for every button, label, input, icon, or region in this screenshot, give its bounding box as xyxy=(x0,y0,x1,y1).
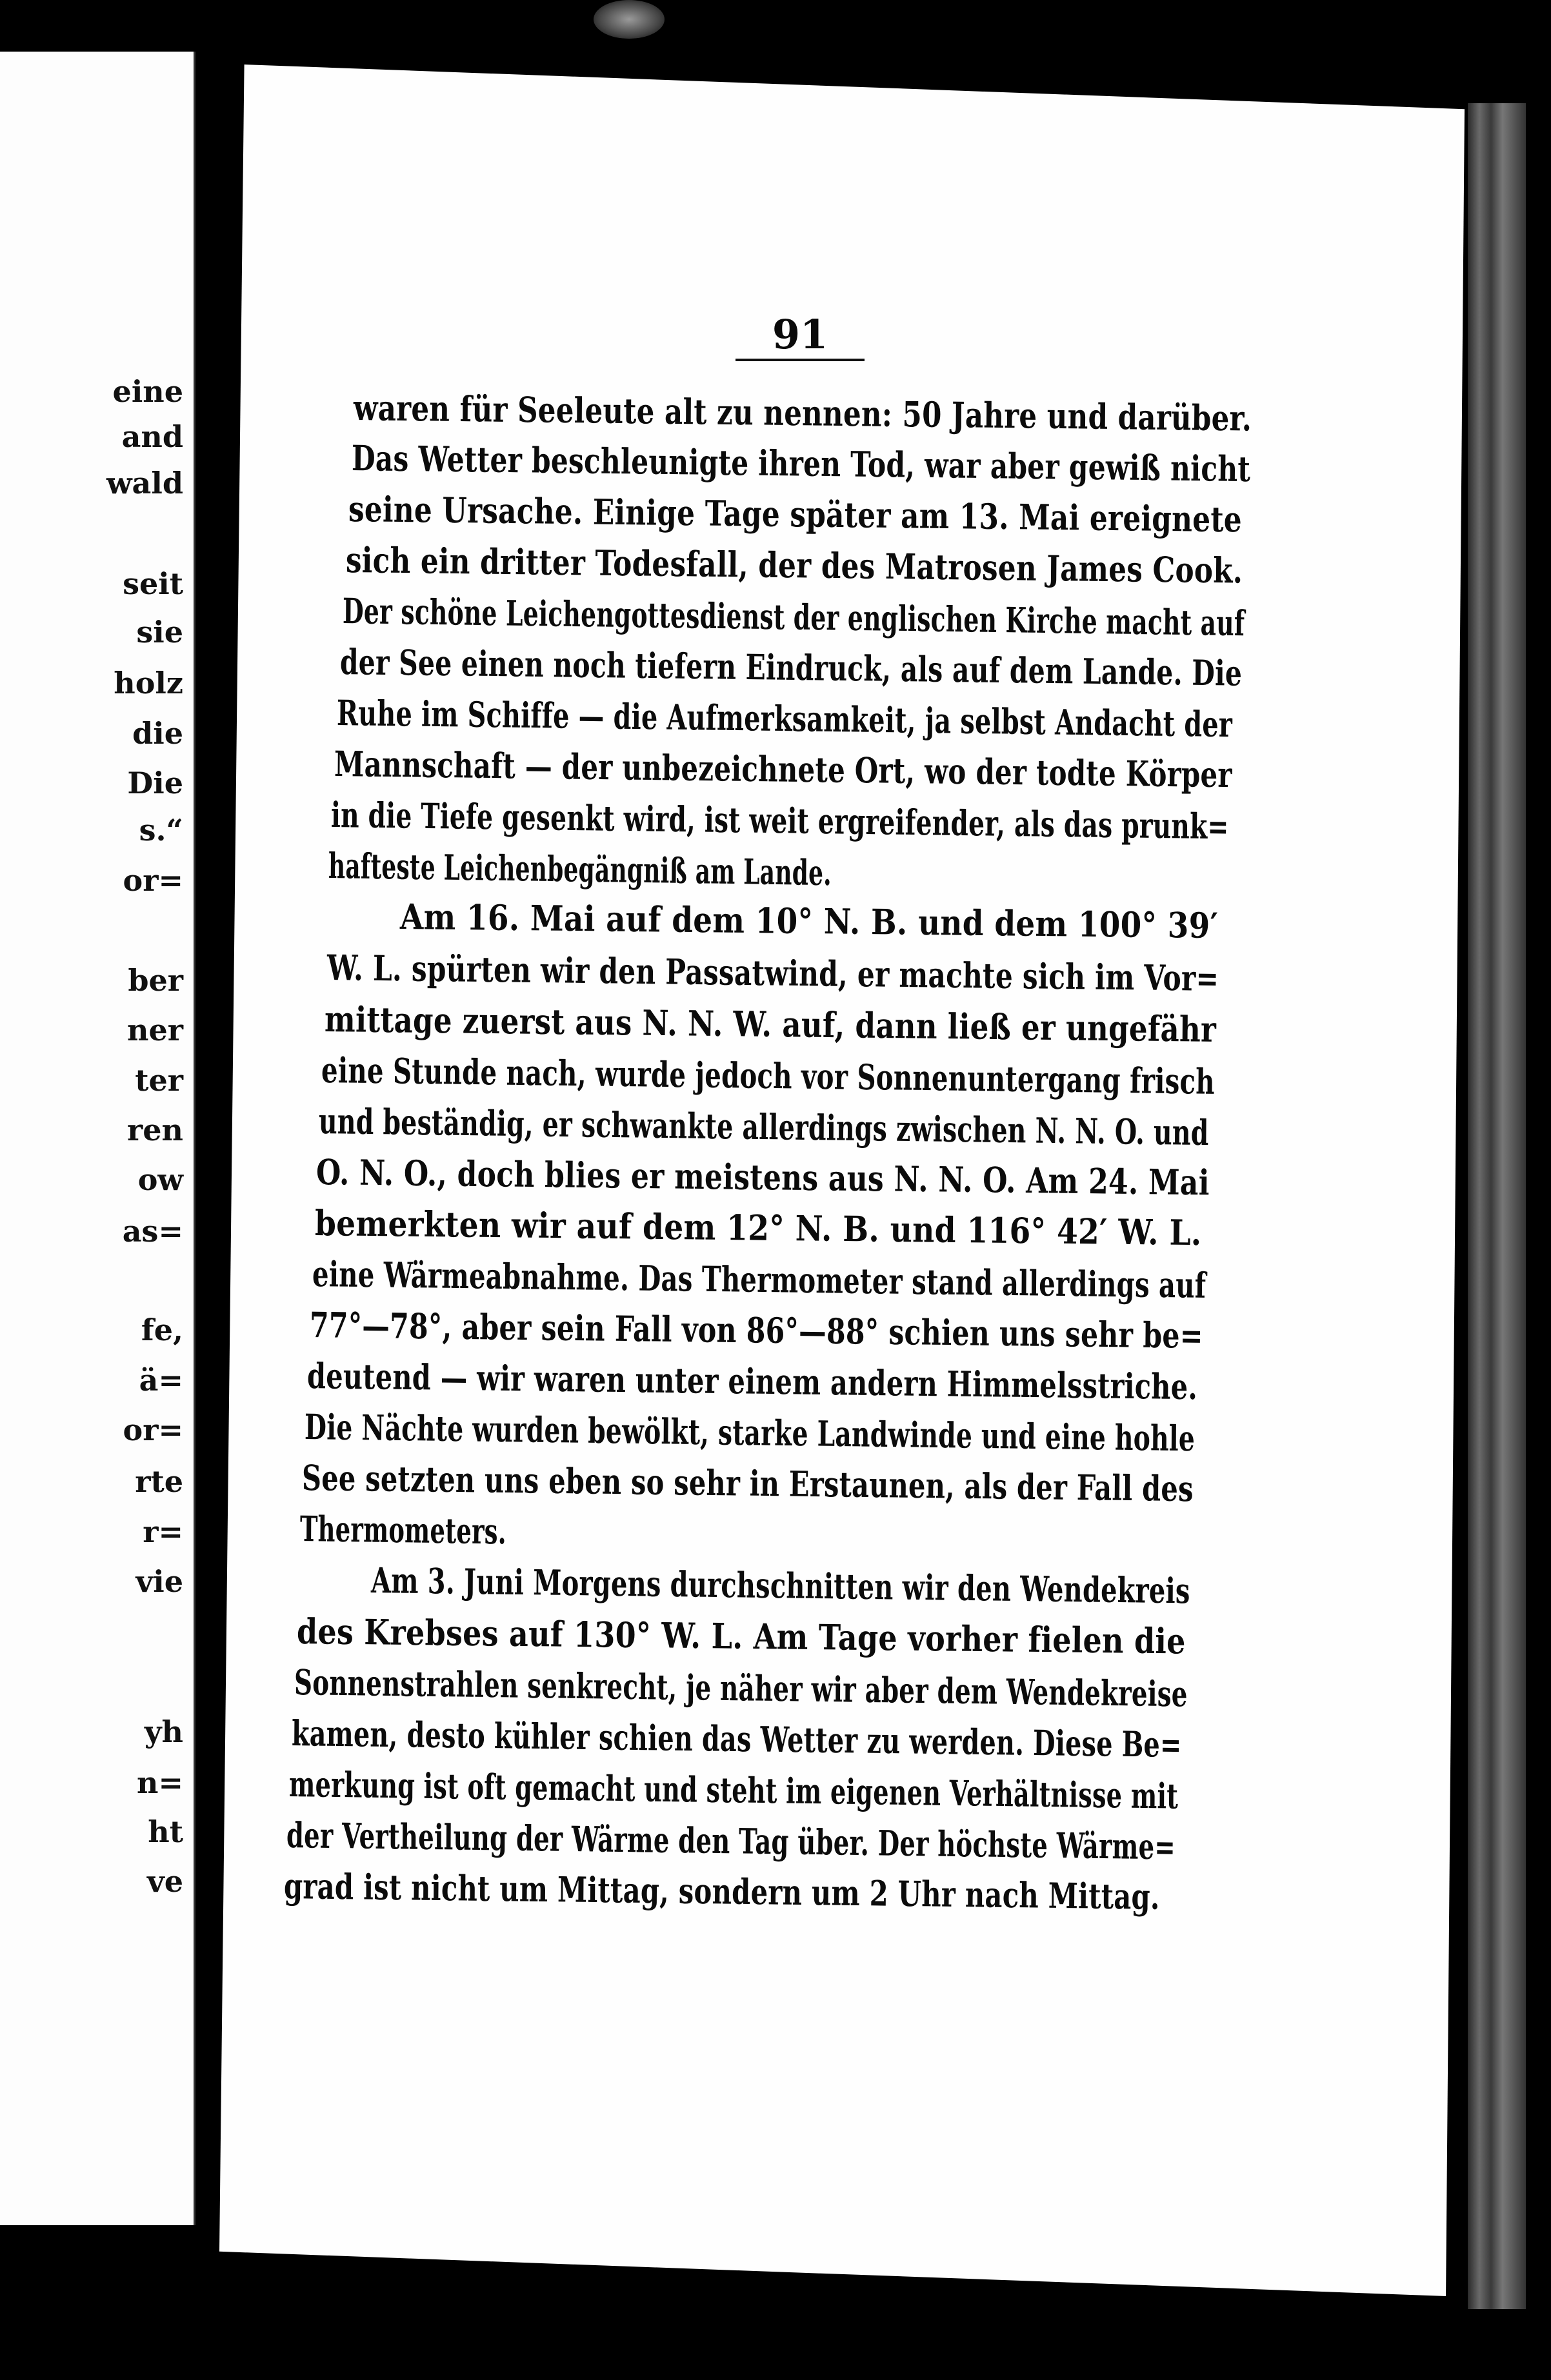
text-line: Sonnenstrahlen senkrecht, je näher wir aber dem Wendekreise xyxy=(294,1661,1188,1715)
left-fragment: sie xyxy=(136,615,183,650)
left-fragment: ht xyxy=(148,1814,183,1849)
left-fragment: seit xyxy=(123,566,183,601)
text-line: Am 3. Juni Morgens durchschnitten wir den Wendekreis xyxy=(370,1560,1190,1612)
left-fragment: or= xyxy=(123,863,183,898)
text-line: Thermometers. xyxy=(299,1508,507,1552)
left-fragment: fe, xyxy=(141,1313,183,1347)
left-fragment: ber xyxy=(128,963,183,998)
left-fragment: vie xyxy=(135,1564,183,1599)
text-line: des Krebses auf 130° W. L. Am Tage vorher fielen die xyxy=(296,1611,1186,1662)
text-line: Die Nächte wurden bewölkt, starke Landwinde und eine hohle xyxy=(304,1406,1196,1460)
text-line: merkung ist oft gemacht und steht im eigenen Verhältnisse mit xyxy=(288,1763,1179,1817)
left-fragment: rte xyxy=(135,1464,183,1499)
text-line: Der schöne Leichengottesdienst der englischen Kirche macht auf xyxy=(342,590,1245,644)
text-line: der See einen noch tiefern Eindruck, als auf dem Lande. Die xyxy=(339,641,1243,694)
text-line: in die Tiefe gesenkt wird, ist weit ergreifender, als das prunk= xyxy=(330,794,1229,848)
text-line: eine Wärmeabnahme. Das Thermometer stand allerdings auf xyxy=(312,1253,1206,1306)
left-fragment: n= xyxy=(137,1765,183,1800)
text-line: Ruhe im Schiffe — die Aufmerksamkeit, ja selbst Andacht der xyxy=(336,692,1233,746)
text-line: der Vertheilung der Wärme den Tag über. Der höchste Wärme= xyxy=(286,1814,1176,1868)
text-line: Am 16. Mai auf dem 10° N. B. und dem 100° 39′ xyxy=(399,896,1219,947)
text-line: kamen, desto kühler schien das Wetter zu werden. Diese Be= xyxy=(291,1712,1182,1766)
left-fragment: holz xyxy=(114,666,183,700)
text-line: waren für Seeleute alt zu nennen: 50 Jahre und darüber. xyxy=(353,387,1252,439)
left-fragment: r= xyxy=(143,1514,183,1549)
text-line: mittage zuerst aus N. N. W. auf, dann ließ er ungefähr xyxy=(324,998,1217,1050)
text-line: Mannschaft — der unbezeichnete Ort, wo der todte Körper xyxy=(334,743,1233,796)
left-fragment: or= xyxy=(123,1413,183,1447)
text-line: bemerkten wir auf dem 12° N. B. und 116° 42′ W. L. xyxy=(314,1202,1202,1254)
text-line: O. N. O., doch blies er meistens aus N. N. O. Am 24. Mai xyxy=(315,1151,1210,1204)
left-fragment: ä= xyxy=(139,1363,183,1398)
text-line: und beständig, er schwankte allerdings zwischen N. N. O. und xyxy=(318,1100,1209,1154)
text-line: See setzten uns eben so sehr in Erstaunen, als der Fall des xyxy=(301,1457,1194,1510)
text-line: sich ein dritter Todesfall, der des Matrosen James Cook. xyxy=(345,539,1243,591)
text-line: eine Stunde nach, wurde jedoch vor Sonnenuntergang frisch xyxy=(321,1049,1216,1102)
left-fragment: ve xyxy=(147,1864,183,1899)
text-line: Das Wetter beschleunigte ihren Tod, war aber gewiß nicht xyxy=(351,437,1251,490)
left-fragment: s.“ xyxy=(139,813,183,848)
left-fragment: ren xyxy=(127,1113,183,1147)
left-fragment: ner xyxy=(127,1013,183,1047)
left-fragment: as= xyxy=(122,1214,183,1249)
text-line: grad ist nicht um Mittag, sondern um 2 Uhr nach Mittag. xyxy=(283,1865,1160,1918)
page-number: 91 xyxy=(772,311,828,358)
left-fragment: eine xyxy=(112,374,183,409)
left-fragment: yh xyxy=(144,1714,183,1749)
text-line: hafteste Leichenbegängniß am Lande. xyxy=(328,845,832,894)
left-fragment: wald xyxy=(106,466,183,501)
text-line: 77°—78°, aber sein Fall von 86°—88° schien uns sehr be= xyxy=(309,1304,1203,1356)
text-line: W. L. spürten wir den Passatwind, er machte sich im Vor= xyxy=(326,947,1219,999)
left-fragment: ter xyxy=(135,1063,183,1098)
left-fragment: die xyxy=(132,716,183,751)
left-fragment: Die xyxy=(127,766,183,800)
text-line: deutend — wir waren unter einem andern Himmelsstriche. xyxy=(306,1355,1198,1408)
left-fragment: ow xyxy=(137,1162,183,1197)
left-fragment: and xyxy=(121,419,183,454)
text-line: seine Ursache. Einige Tage später am 13. Mai ereignete xyxy=(348,488,1243,540)
